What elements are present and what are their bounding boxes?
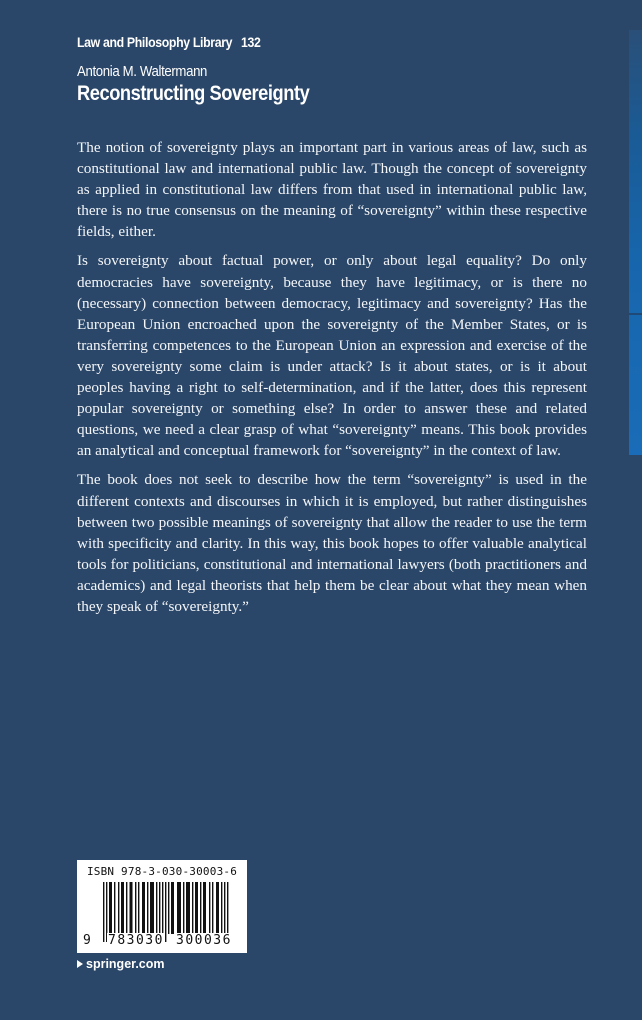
barcode-digits-left: 783030 (108, 933, 164, 948)
springer-link[interactable] (77, 957, 165, 971)
book-title: Reconstructing Sovereignty (77, 82, 310, 105)
spine-accent-strip (629, 30, 642, 455)
blurb-paragraph-1: The notion of sovereignty plays an important part in various areas of law, such as constitutional law and international public law. Though the concept of sovereignty as applied in constitutional law differs from that used in international public law, there is no true consensus on the meaning of “sovereignty” within these respective fields, either. (77, 139, 587, 241)
barcode-digit-first: 9 (83, 933, 91, 948)
springer-link-text: springer.com (86, 957, 165, 971)
series-name: Law and Philosophy Library (77, 34, 233, 50)
series-volume: 132 (240, 34, 261, 50)
author-name: Antonia M. Waltermann (77, 63, 208, 80)
spine-divider (629, 313, 642, 315)
isbn-barcode (77, 860, 247, 953)
blurb-paragraph-3: The book does not seek to describe how the term “sovereignty” is used in the different contexts and discourses in which it is employed, but rather distinguishes between two possible meanings of sovereignty that allow the reader to use the term with specificity and clarity. In this way, this book hopes to offer valuable analytical tools for politicians, constitutional and international lawyers (both practitioners and academics) and legal theorists that help them be clear about what they mean when they speak of “sovereignty.” (77, 471, 587, 615)
arrow-right-icon (77, 960, 83, 968)
blurb-text (77, 137, 587, 625)
barcode-digits-right: 300036 (176, 933, 232, 948)
blurb-paragraph-2: Is sovereignty about factual power, or only about legal equality? Do only democracies have sovereignty, because they have legitimacy, or is there no (necessary) connection between democracy, legitimacy and sovereignty? Has the European Union encroached upon the sovereignty of the Member States, or is transferring competences to the European Union an expression and exercise of the very sovereignty some claim is under attack? Is it about states, or is it about peoples having a right to self-determination, and if the latter, does this represent popular sovereignty or something else? In order to answer these and related questions, we need a clear grasp of what “sovereignty” means. This book provides an analytical and conceptual framework for “sovereignty” in the context of law. (77, 252, 587, 460)
series-line (77, 34, 260, 50)
isbn-label: ISBN 978-3-030-30003-6 (86, 865, 238, 878)
